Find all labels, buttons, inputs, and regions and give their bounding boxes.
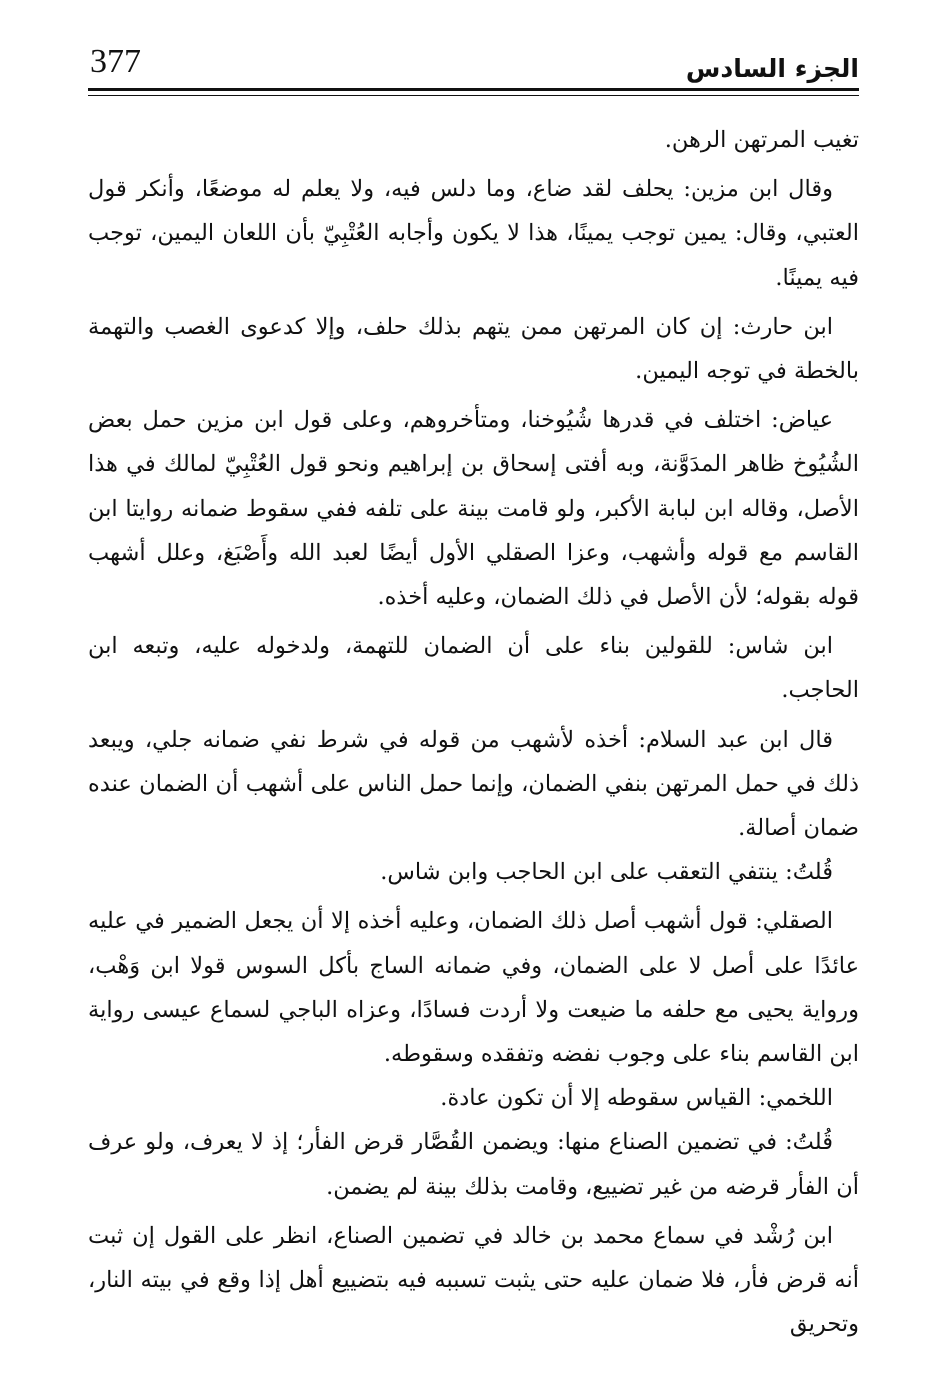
header-rule-thin [88, 95, 859, 96]
page-number: 377 [90, 43, 141, 80]
paragraph: الصقلي: قول أشهب أصل ذلك الضمان، وعليه أخذه إلا أن يجعل الضمير في عليه عائدًا على أصل لا على الضمان، وفي ضمانه الساج بأكل السوس قولا ابن وَهْب، ورواية يحيى مع حلفه ما ضيعت ولا أردت فسادًا، وعزاه الباجي لسماع عيسى رواية ابن القاسم بناء على وجوب نفضه وتفقده وسقوطه. [88, 908, 859, 1068]
paragraph: قال ابن عبد السلام: أخذه لأشهب من قوله في شرط نفي ضمانه جلي، ويبعد ذلك في حمل المرتهن بنفي الضمان، وإنما حمل الناس على أشهب أن الضمان عنده ضمان أصالة. [88, 726, 859, 842]
header-rule-thick [88, 88, 859, 91]
body-text [88, 118, 859, 1346]
page-header [88, 38, 859, 90]
paragraph: اللخمي: القياس سقوطه إلا أن تكون عادة. [440, 1085, 833, 1112]
paragraph: ابن حارث: إن كان المرتهن ممن يتهم بذلك حلف، وإلا كدعوى الغصب والتهمة بالخطة في توجه اليمين. [88, 313, 859, 385]
paragraph: قُلتُ: ينتفي التعقب على ابن الحاجب وابن شاس. [380, 859, 833, 886]
paragraph: تغيب المرتهن الرهن. [664, 127, 859, 153]
paragraph: ابن رُشْد في سماع محمد بن خالد في تضمين الصناع، انظر على القول إن ثبت أنه قرض فأر، فلا ضمان عليه حتى يثبت تسببه فيه بتضييع أهل إذا وقع في بيته النار، وتحريق [88, 1222, 859, 1338]
paragraph: عياض: اختلف في قدرها شُيُوخنا، ومتأخروهم، وعلى قول ابن مزين حمل بعض الشُيُوخ ظاهر المدَوَّنة، وبه أفتى إسحاق بن إبراهيم ونحو قول العُتْبِيّ لمالك في هذا الأصل، وقاله ابن لبابة الأكبر، ولو قامت بينة على تلفه ففي سقوط ضمانه روايتا ابن القاسم مع قوله وأشهب، وعزا الصقلي الأول أيضًا لعبد الله وأَصْبَغ، وعلل أشهب قوله بقوله؛ لأن الأصل في ذلك الضمان، وعليه أخذه. [88, 407, 859, 611]
part-title: الجزء السادس [685, 54, 859, 83]
paragraph: قُلتُ: في تضمين الصناع منها: ويضمن القُصَّار قرض الفأر؛ إذ لا يعرف، ولو عرف أن الفأر قرضه من غير تضييع، وقامت بذلك بينة لم يضمن. [88, 1129, 859, 1200]
paragraph: ابن شاس: للقولين بناء على أن الضمان للتهمة، ولدخوله عليه، وتبعه ابن الحاجب. [88, 633, 859, 704]
paragraph: وقال ابن مزين: يحلف لقد ضاع، وما دلس فيه، ولا يعلم له موضعًا، وأنكر قول العتبي، وقال: يمين توجب يمينًا، هذا لا يكون وأجابه العُتْبِيّ بأن اللعان اليمين، توجب فيه يمينًا. [88, 176, 859, 291]
